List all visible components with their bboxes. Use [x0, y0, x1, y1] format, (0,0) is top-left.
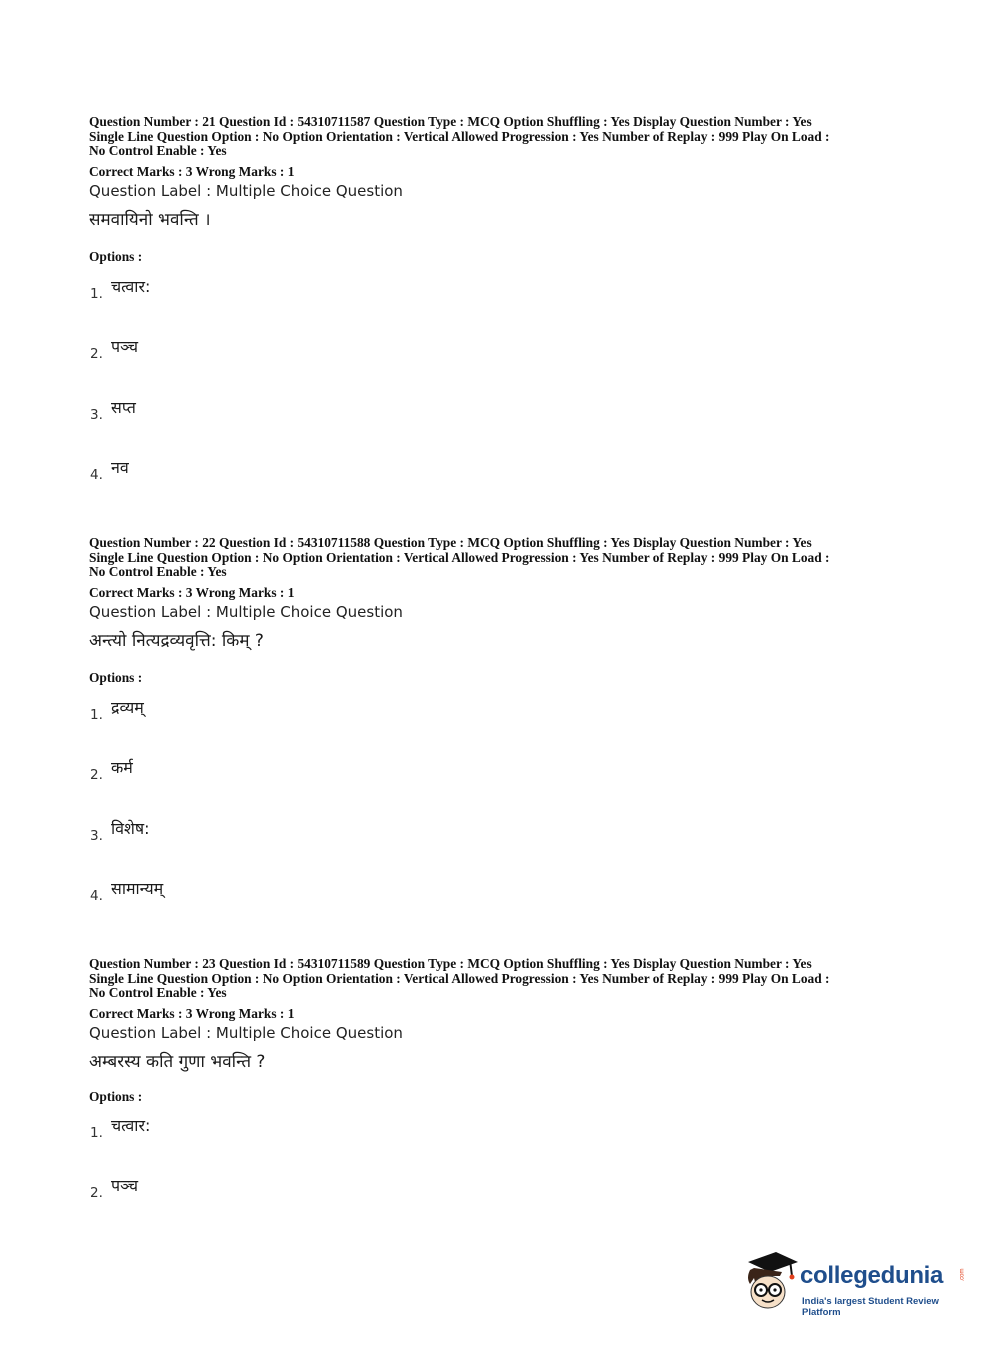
question-meta-line-2: Single Line Question Option : No Option Orientation : Vertical Allowed Progression : Yes Number of Replay : 999 Play On Load :: [89, 970, 830, 986]
option-number: 1.: [90, 1125, 103, 1141]
options-label: Options :: [89, 1089, 143, 1104]
question-meta-line-2: Single Line Question Option : No Option Orientation : Vertical Allowed Progression : Yes Number of Replay : 999 Play On Load :: [89, 549, 830, 565]
option-number: 3.: [90, 407, 103, 423]
option-2[interactable]: [89, 756, 389, 786]
question-meta-line-3: No Control Enable : Yes: [89, 143, 227, 159]
question-label: Question Label : Multiple Choice Question: [89, 181, 403, 200]
option-text: पञ्च: [111, 337, 139, 356]
option-text: पञ्च: [111, 1176, 139, 1195]
logo-wordmark: collegedunia: [800, 1262, 944, 1289]
option-number: 2.: [90, 767, 103, 783]
option-number: 2.: [90, 1185, 103, 1201]
logo-tagline: India's largest Student Review Platform: [802, 1296, 939, 1318]
option-4[interactable]: [89, 877, 389, 907]
question-22: [89, 535, 919, 904]
question-marks: Correct Marks : 3 Wrong Marks : 1: [89, 163, 295, 179]
question-21: [89, 114, 919, 483]
option-number: 1.: [90, 286, 103, 302]
question-23: [89, 956, 919, 1201]
collegedunia-logo: [740, 1248, 980, 1318]
logo-suffix: .com: [959, 1268, 966, 1282]
option-number: 4.: [90, 467, 103, 483]
question-marks: Correct Marks : 3 Wrong Marks : 1: [89, 1005, 295, 1021]
option-3[interactable]: [89, 396, 389, 426]
option-number: 4.: [90, 888, 103, 904]
option-number: 1.: [90, 707, 103, 723]
option-1[interactable]: [89, 1114, 389, 1144]
option-number: 2.: [90, 346, 103, 362]
options-label: Options :: [89, 670, 143, 685]
question-text: अन्त्यो नित्यद्रव्यवृत्ति: किम् ?: [89, 630, 264, 651]
question-text: अम्बरस्य कति गुणा भवन्ति ?: [89, 1051, 266, 1072]
option-text: सामान्यम्: [111, 879, 164, 898]
mascot-icon: [740, 1248, 800, 1314]
option-text: विशेष:: [111, 819, 150, 838]
option-1[interactable]: [89, 275, 389, 305]
question-meta-line-2: Single Line Question Option : No Option Orientation : Vertical Allowed Progression : Yes Number of Replay : 999 Play On Load :: [89, 128, 830, 144]
option-2[interactable]: [89, 335, 389, 365]
option-text: सप्त: [111, 398, 136, 417]
question-label: Question Label : Multiple Choice Question: [89, 602, 403, 621]
option-text: द्रव्यम्: [111, 698, 144, 717]
question-marks: Correct Marks : 3 Wrong Marks : 1: [89, 584, 295, 600]
option-2[interactable]: [89, 1174, 389, 1204]
question-meta-line-1: Question Number : 23 Question Id : 54310711589 Question Type : MCQ Option Shuffling : Yes Display Question Number : Yes: [89, 956, 812, 971]
question-meta-line-3: No Control Enable : Yes: [89, 985, 227, 1001]
option-4[interactable]: [89, 456, 389, 486]
question-meta-line-3: No Control Enable : Yes: [89, 564, 227, 580]
option-3[interactable]: [89, 817, 389, 847]
question-meta-line-1: Question Number : 22 Question Id : 54310711588 Question Type : MCQ Option Shuffling : Yes Display Question Number : Yes: [89, 535, 812, 550]
option-number: 3.: [90, 828, 103, 844]
option-text: चत्वार:: [111, 1116, 151, 1135]
option-1[interactable]: [89, 696, 389, 726]
question-text: समवायिनो भवन्ति ।: [89, 209, 211, 230]
option-text: कर्म: [111, 758, 133, 777]
options-label: Options :: [89, 249, 143, 264]
option-text: चत्वार:: [111, 277, 151, 296]
option-text: नव: [111, 458, 129, 477]
question-meta-line-1: Question Number : 21 Question Id : 54310711587 Question Type : MCQ Option Shuffling : Yes Display Question Number : Yes: [89, 114, 812, 129]
question-label: Question Label : Multiple Choice Question: [89, 1023, 403, 1042]
